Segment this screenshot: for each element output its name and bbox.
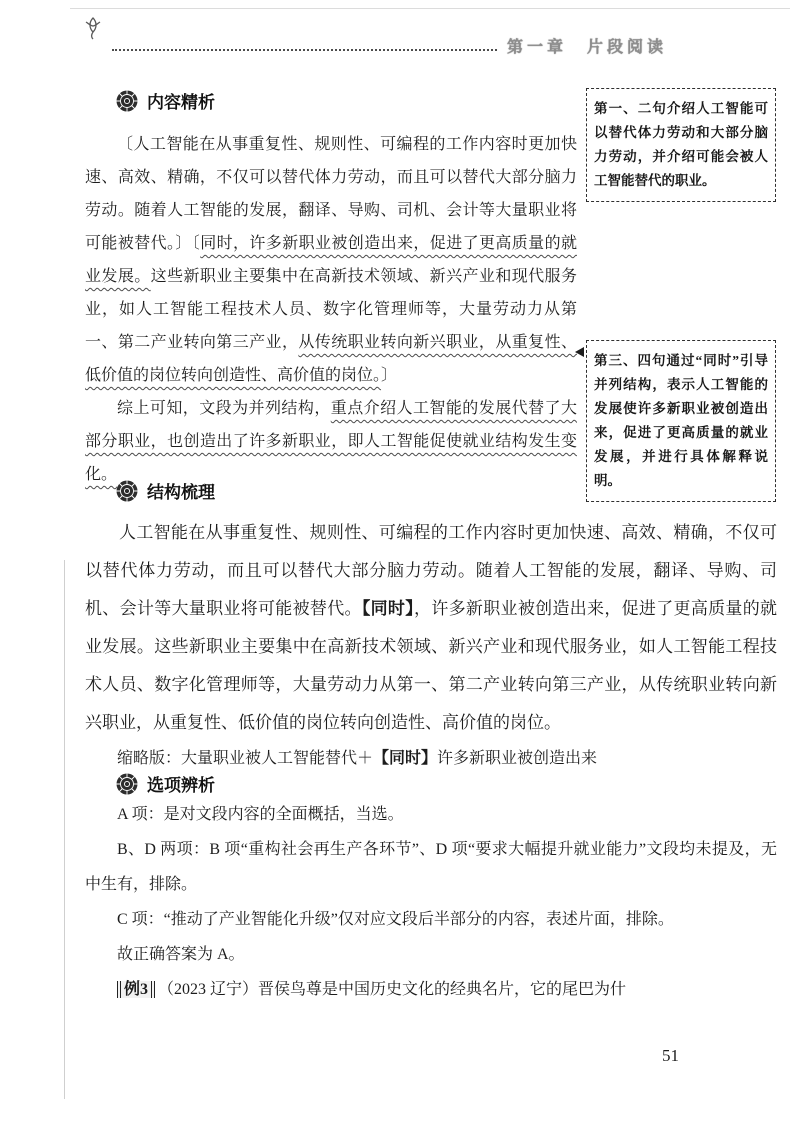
structure-column [85, 514, 777, 742]
option-a-paragraph: A 项：是对文段内容的全面概括，当选。 [117, 806, 404, 823]
text-segment: 这些新职业主要集中在高新技术领域、新兴产业和现代服务业，如人工智能工程技术人员、数字化管理师等，大量劳动力从第一、第二产业转向第三产业， [85, 268, 577, 351]
text-segment-wavy: 重点介绍人工智能的发展代替了大部分职业，也创造出了许多新职业，即人工智能促使就业结构发生变化。 [85, 400, 577, 483]
section-title: 结构梳理 [147, 483, 215, 502]
medallion-icon [116, 773, 138, 795]
text-segment: ，许多新职业被创造出来，促进了更高质量的就业发展。这些新职业主要集中在高新技术领域、新兴产业和现代服务业，如人工智能工程技术人员、数字化管理师等，大量劳动力从第一、第二产业转向第三产业，从传统职业转向新兴职业，从重复性、低价值的岗位转向创造性、高价值的岗位。 [85, 599, 778, 732]
ornament-icon [80, 14, 106, 45]
text-segment-wavy: 同时，许多新职业被创造出来，促进了更高质量的就业发展。 [85, 235, 577, 285]
margin-note-1 [586, 88, 776, 202]
page-number: 51 [662, 1046, 679, 1065]
option-c-paragraph: C 项：“推动了产业智能化升级”仅对应文段后半部分的内容，表述片面，排除。 [117, 911, 674, 928]
page-header [112, 34, 667, 57]
dotted-rule [112, 49, 497, 51]
structure-paragraph [85, 514, 777, 742]
text-segment: 人工智能在从事重复性、规则性、可编程的工作内容时更加快速、高效、精确，不仅可以替代体力劳动，而且可以替代大部分脑力劳动。随着人工智能的发展，翻译、导购、司机、会计等大量职业将可能被替代。 [85, 523, 777, 618]
analysis-column [85, 128, 577, 491]
text-segment-bold: 【同时】 [361, 599, 415, 618]
margin-note-2 [586, 340, 776, 502]
text-segment-wavy: 从传统职业转向新兴职业，从重复性、低价值的岗位转向创造性、高价值的岗位。 [85, 334, 577, 384]
example-paragraph [85, 972, 777, 1007]
scan-edge-left [64, 560, 65, 1099]
text-segment: 〔人工智能在从事重复性、规则性、可编程的工作内容时更加快速、高效、精确，不仅可以替代体力劳动，而且可以替代大部分脑力劳动。随着人工智能的发展，翻译、导购、司机、会计等大量职业将可能被替代。〕〔 [85, 136, 577, 252]
option-analysis-column [85, 797, 777, 1007]
analysis-paragraph-2 [85, 392, 577, 491]
margin-note-1-text: 第一、二句介绍人工智能可以替代体力劳动和大部分脑力劳动，并介绍可能会被人工智能替代的职业。 [594, 101, 768, 188]
text-segment: 综上可知，文段为并列结构， [117, 400, 331, 417]
section-heading-shuli [116, 478, 215, 503]
analysis-paragraph-1 [85, 128, 577, 392]
answer-paragraph: 故正确答案为 A。 [117, 946, 245, 963]
example-tag: 例3 [117, 981, 155, 998]
scan-edge-top [70, 8, 790, 9]
medallion-icon [116, 480, 138, 502]
medallion-icon [116, 90, 138, 112]
text-segment: 缩略版：大量职业被人工智能替代＋ [117, 750, 374, 767]
example-text: （2023 辽宁）晋侯鸟尊是中国历史文化的经典名片，它的尾巴为什 [158, 981, 627, 998]
section-heading-jingxi [116, 88, 215, 113]
section-title: 选项辨析 [147, 776, 215, 795]
chapter-title: 第一章 片段阅读 [506, 39, 667, 56]
text-segment-bold: 【同时】 [373, 750, 438, 767]
option-bd-paragraph: B、D 两项：B 项“重构社会再生产各环节”、D 项“要求大幅提升就业能力”文段均未提及，无中生有，排除。 [85, 841, 777, 893]
text-segment: 〕 [381, 367, 398, 384]
margin-note-2-text: 第三、四句通过“同时”引导并列结构，表示人工智能的发展使许多新职业被创造出来，促进了更高质量的就业发展，并进行具体解释说明。 [594, 353, 768, 488]
section-title: 内容精析 [147, 93, 215, 112]
summary-line [85, 744, 777, 774]
text-segment: 许多新职业被创造出来 [437, 750, 598, 767]
section-heading-bianxi [116, 771, 215, 796]
